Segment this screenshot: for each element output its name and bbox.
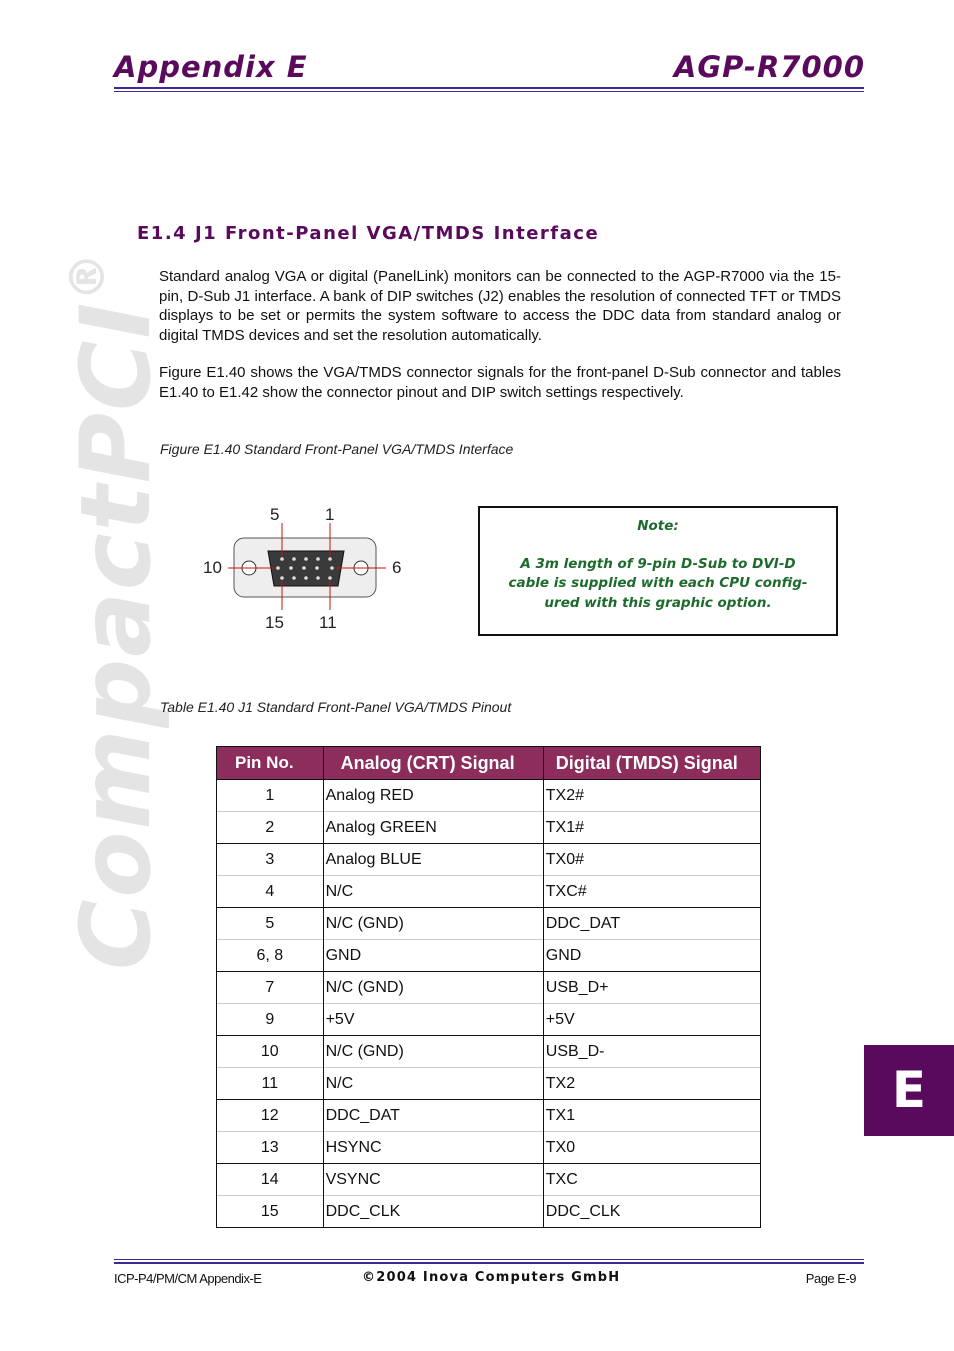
analog-cell: Analog BLUE <box>323 844 543 876</box>
pin-cell: 3 <box>217 844 324 876</box>
analog-cell: Analog RED <box>323 780 543 812</box>
analog-cell: N/C (GND) <box>323 1036 543 1068</box>
pin-cell: 13 <box>217 1132 324 1164</box>
footer-document-id: ICP-P4/PM/CM Appendix-E <box>114 1271 262 1286</box>
pin-label-1: 1 <box>325 505 335 524</box>
analog-cell: +5V <box>323 1004 543 1036</box>
pin-cell: 7 <box>217 972 324 1004</box>
analog-cell: N/C (GND) <box>323 908 543 940</box>
table-header-row <box>217 747 761 780</box>
pin-label-11: 11 <box>319 613 337 632</box>
intro-paragraph: Standard analog VGA or digital (PanelLink) monitors can be connected to the AGP-R7000 via the 15-pin, D-Sub J1 interface. A bank of DIP switches (J2) enables the resolution of connected TFT or TMDS displays to be set or permits the system software to access the DDC data from standard analog or digital TMDS devices and set the resolution automatically. <box>159 268 841 344</box>
pin-cell: 10 <box>217 1036 324 1068</box>
analog-cell: GND <box>323 940 543 972</box>
table-row <box>217 876 761 908</box>
compactpci-watermark <box>60 251 172 970</box>
analog-cell: VSYNC <box>323 1164 543 1196</box>
table-row <box>217 940 761 972</box>
pin-cell: 11 <box>217 1068 324 1100</box>
table-row <box>217 812 761 844</box>
table-caption: Table E1.40 J1 Standard Front-Panel VGA/TMDS Pinout <box>160 699 512 715</box>
digital-cell: USB_D- <box>543 1036 760 1068</box>
footer-page-number: Page E-9 <box>805 1271 856 1286</box>
table-row <box>217 908 761 940</box>
header-pin-no: Pin No. <box>217 747 324 780</box>
header-digital-signal: Digital (TMDS) Signal <box>543 747 760 780</box>
table-row <box>217 1036 761 1068</box>
dsub-connector-diagram <box>198 498 418 638</box>
table-row <box>217 1196 761 1228</box>
digital-cell: DDC_DAT <box>543 908 760 940</box>
digital-cell: TX2 <box>543 1068 760 1100</box>
note-title: Note: <box>637 518 679 534</box>
pin-cell: 14 <box>217 1164 324 1196</box>
footer-rule-top <box>114 1259 864 1260</box>
digital-cell: TX1 <box>543 1100 760 1132</box>
header-appendix-title: Appendix E <box>114 50 308 84</box>
pin-label-6: 6 <box>392 558 402 577</box>
pin-cell: 1 <box>217 780 324 812</box>
figure-caption: Figure E1.40 Standard Front-Panel VGA/TMDS Interface <box>160 441 514 457</box>
analog-cell: Analog GREEN <box>323 812 543 844</box>
analog-cell: DDC_CLK <box>323 1196 543 1228</box>
analog-cell: N/C (GND) <box>323 972 543 1004</box>
pin-label-5: 5 <box>270 505 280 524</box>
analog-cell: DDC_DAT <box>323 1100 543 1132</box>
note-box <box>478 506 838 636</box>
digital-cell: TX1# <box>543 812 760 844</box>
header-analog-signal: Analog (CRT) Signal <box>323 747 543 780</box>
section-heading: E1.4 J1 Front-Panel VGA/TMDS Interface <box>137 223 600 244</box>
watermark-text: CompactPCI <box>60 300 172 970</box>
table-row <box>217 1004 761 1036</box>
header-product-title: AGP-R7000 <box>673 50 865 84</box>
analog-cell: N/C <box>323 876 543 908</box>
digital-cell: +5V <box>543 1004 760 1036</box>
pin-cell: 15 <box>217 1196 324 1228</box>
digital-cell: TXC# <box>543 876 760 908</box>
table-row <box>217 1068 761 1100</box>
pin-cell: 12 <box>217 1100 324 1132</box>
figure-reference-paragraph: Figure E1.40 shows the VGA/TMDS connector signals for the front-panel D-Sub connector and tables E1.40 to E1.42 show the connector pinout and DIP switch settings respectively. <box>159 364 841 401</box>
table-row <box>217 1100 761 1132</box>
header-rule-bottom <box>114 91 864 92</box>
table-row <box>217 844 761 876</box>
analog-cell: N/C <box>323 1068 543 1100</box>
pinout-table <box>216 746 761 1228</box>
footer-copyright: ©2004 Inova Computers GmbH <box>362 1270 621 1285</box>
digital-cell: TX0# <box>543 844 760 876</box>
pin-label-10: 10 <box>203 558 222 577</box>
footer-rule-bottom <box>114 1262 864 1264</box>
appendix-side-tab: E <box>864 1045 954 1136</box>
pin-cell: 6, 8 <box>217 940 324 972</box>
digital-cell: USB_D+ <box>543 972 760 1004</box>
pin-cell: 2 <box>217 812 324 844</box>
digital-cell: TXC <box>543 1164 760 1196</box>
header-rule-top <box>114 87 864 89</box>
pin-label-15: 15 <box>265 613 284 632</box>
note-body: A 3m length of 9-pin D-Sub to DVI-D cable is supplied with each CPU config-ured with this graphic option. <box>508 555 808 611</box>
digital-cell: DDC_CLK <box>543 1196 760 1228</box>
pin-cell: 5 <box>217 908 324 940</box>
table-row <box>217 1164 761 1196</box>
table-row <box>217 780 761 812</box>
digital-cell: TX2# <box>543 780 760 812</box>
pin-cell: 9 <box>217 1004 324 1036</box>
pin-cell: 4 <box>217 876 324 908</box>
digital-cell: GND <box>543 940 760 972</box>
table-row <box>217 972 761 1004</box>
digital-cell: TX0 <box>543 1132 760 1164</box>
watermark-registered-mark: ® <box>60 250 116 301</box>
analog-cell: HSYNC <box>323 1132 543 1164</box>
table-row <box>217 1132 761 1164</box>
